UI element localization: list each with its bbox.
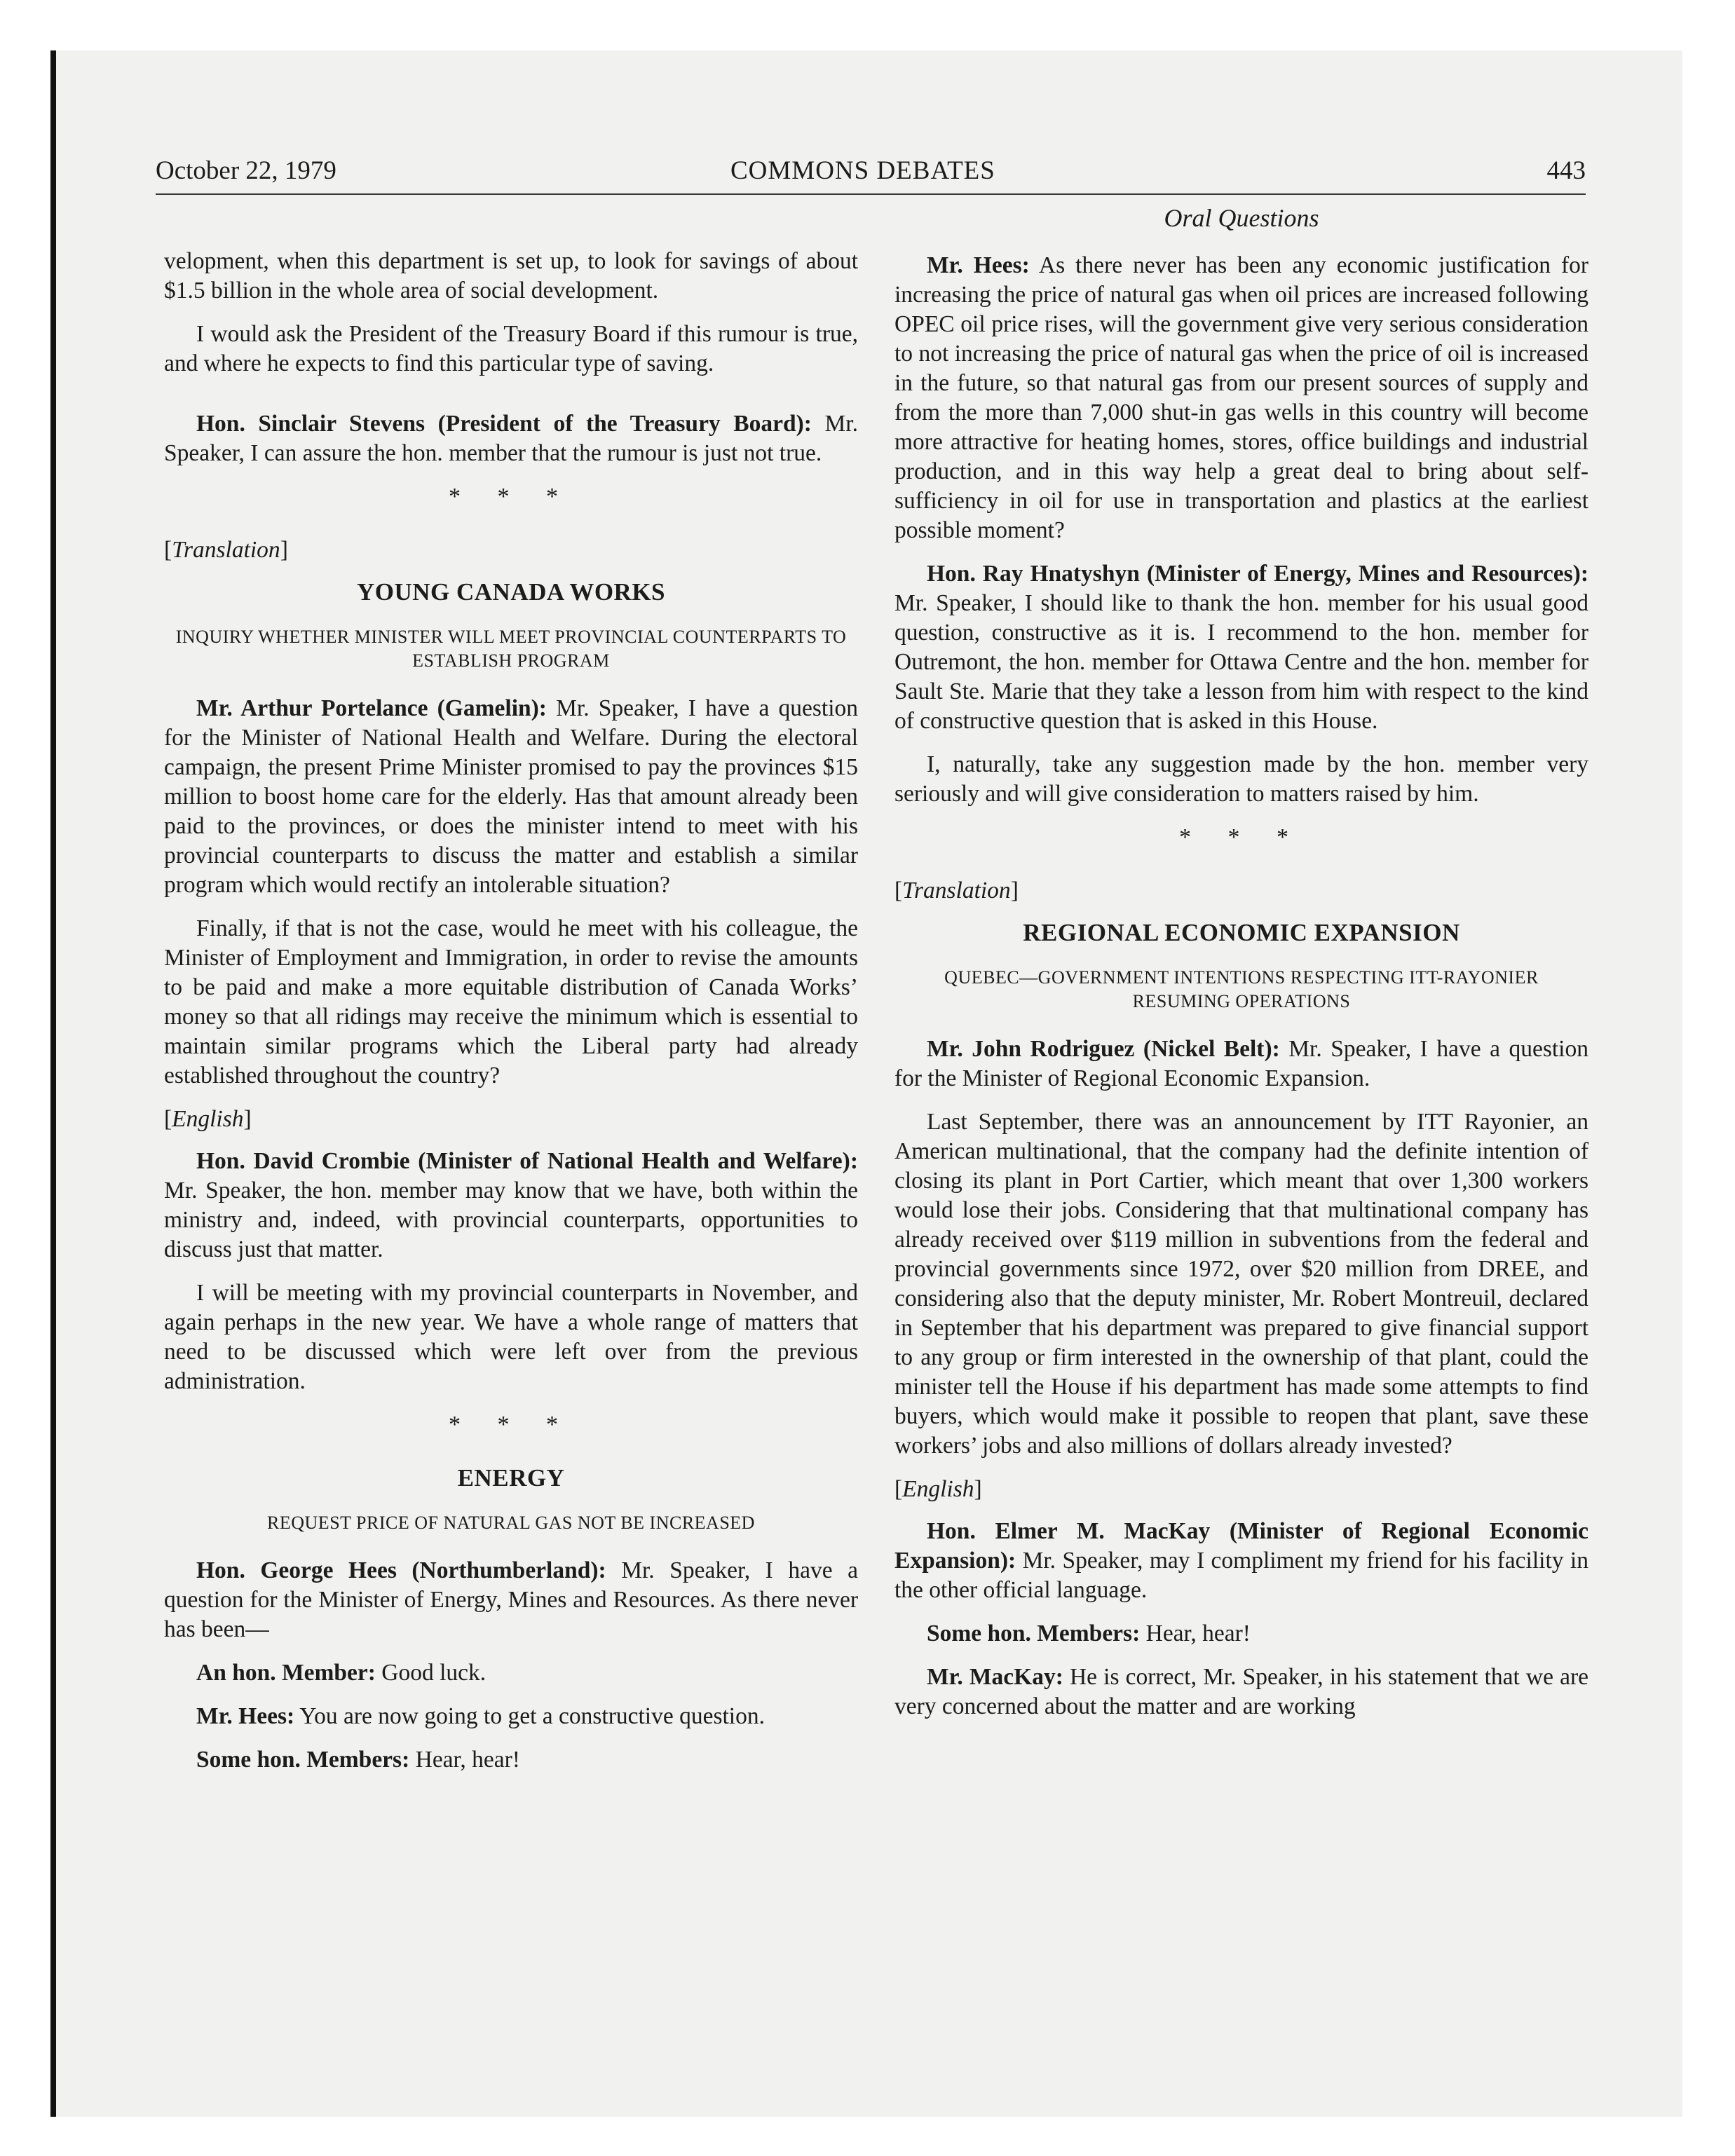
left-column bbox=[164, 247, 858, 1789]
section-break: * * * bbox=[1179, 824, 1304, 850]
speaker-name: Mr. Hees: bbox=[927, 252, 1030, 278]
section-break: * * * bbox=[449, 1412, 573, 1438]
speech-text: Good luck. bbox=[375, 1660, 487, 1686]
speech-text: Mr. Speaker, I have a question for the Minister of Regional Economic Expansion. bbox=[894, 1036, 1588, 1091]
speech-text: As there never has been any economic justification for increasing the price of natural gas when oil prices are increased following OPEC oil price rises, will the government give very serious consideration to not increasing the price of natural gas when the price of oil is increased in the future, so that natural gas from our present sources of supply and from the more than 7,000 shut-in gas wells in this country will become more attractive for heating homes, stores, office buildings and industrial production, and in this way help a great deal to bring about self-sufficiency in oil for use in transportation and plastics at the earliest possible moment? bbox=[894, 252, 1589, 543]
speech bbox=[894, 1035, 1588, 1093]
section-heading: YOUNG CANADA WORKS bbox=[356, 578, 666, 606]
paragraph: I, naturally, take any suggestion made by the hon. member very seriously and will give consideration to matters raised by him. bbox=[894, 751, 1588, 807]
speech bbox=[164, 1702, 858, 1731]
speaker-name: Some hon. Members: bbox=[927, 1621, 1141, 1646]
speech bbox=[894, 1663, 1588, 1721]
language-marker: [Translation] bbox=[164, 537, 288, 563]
speech-text: Mr. Speaker, I have a question for the Minister of Energy, Mines and Resources. As there never has been— bbox=[164, 1557, 858, 1642]
speaker-name: Mr. John Rodriguez (Nickel Belt): bbox=[927, 1036, 1280, 1062]
speech bbox=[164, 1147, 858, 1264]
speaker-name: Some hon. Members: bbox=[196, 1747, 410, 1773]
language-marker: [Translation] bbox=[894, 878, 1019, 903]
speech-text: Hear, hear! bbox=[409, 1747, 520, 1773]
speaker-name: Mr. Hees: bbox=[196, 1703, 295, 1729]
paragraph: I would ask the President of the Treasury Board if this rumour is true, and where he expects to find this particular type of saving. bbox=[164, 321, 858, 376]
speech-text: Hear, hear! bbox=[1140, 1621, 1251, 1646]
paragraph: Last September, there was an announcement by ITT Rayonier, an American multinational, that the company had the definite intention of closing its plant in Port Cartier, which meant that over 1,300 workers would lose their jobs. Considering that that multinational company has already received over $119 million in subventions from the federal and provincial governments since 1972, over $20 million from DREE, and considering also that the deputy minister, Mr. Robert Montreuil, declared in September that his department was prepared to give financial support to any group or firm interested in the ownership of that plant, could the minister tell the House if his department has made some attempts to find buyers, which would make it possible to reopen that plant, save these workers’ jobs and also millions of dollars already invested? bbox=[894, 1109, 1588, 1459]
section-subheading: REQUEST PRICE OF NATURAL GAS NOT BE INCREASED bbox=[267, 1513, 755, 1533]
paragraph: I will be meeting with my provincial counterparts in November, and again perhaps in the new year. We have a whole range of matters that need to be discussed which were left over from the previous administration. bbox=[164, 1280, 858, 1394]
speech bbox=[164, 1556, 858, 1644]
speech bbox=[164, 409, 858, 468]
page-number: 443 bbox=[1546, 156, 1586, 185]
speaker-name: Hon. David Crombie (Minister of National Health and Welfare): bbox=[196, 1148, 858, 1174]
speaker-name: An hon. Member: bbox=[196, 1660, 376, 1686]
paragraph: Finally, if that is not the case, would he meet with his colleague, the Minister of Employment and Immigration, in order to revise the amounts to be paid and make a more equitable distribution of Canada Works’ money so that all ridings may receive the minimum which is essential to maintain similar programs which the Liberal party had already established throughout the country? bbox=[164, 915, 858, 1089]
section-subheading: QUEBEC—GOVERNMENT INTENTIONS RESPECTING ITT-RAYONIER RESUMING OPERATIONS bbox=[944, 967, 1539, 1011]
speaker-name: Mr. Arthur Portelance (Gamelin): bbox=[196, 695, 547, 721]
speech bbox=[894, 251, 1588, 545]
scan-edge bbox=[50, 50, 56, 2117]
running-head bbox=[156, 156, 1586, 198]
section-subheading: INQUIRY WHETHER MINISTER WILL MEET PROVINCIAL COUNTERPARTS TO ESTABLISH PROGRAM bbox=[175, 627, 847, 671]
speaker-name: Hon. Elmer M. MacKay (Minister of Regional Economic Expansion): bbox=[894, 1518, 1588, 1574]
speech-text: Mr. Speaker, I can assure the hon. member that the rumour is just not true. bbox=[164, 411, 858, 466]
speech-text: He is correct, Mr. Speaker, in his statement that we are very concerned about the matter and are working bbox=[894, 1664, 1588, 1719]
speech-text: Mr. Speaker, I have a question for the Minister of National Health and Welfare. During the electoral campaign, the present Prime Minister promised to pay the provinces $15 million to boost home care for the elderly. Has that amount already been paid to the provinces, or does the minister intend to meet with his provincial counterparts to discuss the matter and establish a similar program which would rectify an intolerable situation? bbox=[164, 695, 858, 898]
speech-text: You are now going to get a constructive question. bbox=[294, 1703, 765, 1729]
speaker-name: Hon. Sinclair Stevens (President of the Treasury Board): bbox=[196, 411, 812, 437]
speech-text: Mr. Speaker, may I compliment my friend for his facility in the other official language. bbox=[894, 1548, 1588, 1603]
section-heading: ENERGY bbox=[457, 1464, 565, 1492]
speech bbox=[894, 559, 1588, 736]
speech bbox=[894, 1517, 1588, 1605]
header-date: October 22, 1979 bbox=[156, 156, 336, 185]
section-caption: Oral Questions bbox=[1164, 204, 1319, 232]
paragraph: velopment, when this department is set up, to look for savings of about $1.5 billion in the whole area of social development. bbox=[164, 248, 858, 303]
speaker-name: Hon. George Hees (Northumberland): bbox=[196, 1557, 606, 1583]
speech-text: Mr. Speaker, the hon. member may know that we have, both within the ministry and, indeed, with provincial counterparts, opportunities to discuss just that matter. bbox=[164, 1178, 858, 1262]
speech bbox=[164, 1745, 858, 1775]
speaker-name: Mr. MacKay: bbox=[927, 1664, 1063, 1690]
header-title: COMMONS DEBATES bbox=[730, 156, 995, 185]
language-marker: [English] bbox=[894, 1476, 982, 1502]
speech bbox=[164, 694, 858, 900]
speech bbox=[894, 1619, 1588, 1649]
speaker-name: Hon. Ray Hnatyshyn (Minister of Energy, Mines and Resources): bbox=[927, 561, 1588, 587]
section-heading: REGIONAL ECONOMIC EXPANSION bbox=[1023, 919, 1460, 946]
header-rule bbox=[156, 193, 1586, 195]
section-break: * * * bbox=[449, 484, 573, 510]
language-marker: [English] bbox=[164, 1106, 252, 1132]
right-column bbox=[894, 203, 1588, 1735]
speech-text: Mr. Speaker, I should like to thank the hon. member for his usual good question, constructive as it is. I recommend to the hon. member for Outremont, the hon. member for Ottawa Centre and the hon. member for Sault Ste. Marie that they take a lesson from him with respect to the kind of constructive question that is asked in this House. bbox=[894, 590, 1588, 734]
speech bbox=[164, 1658, 858, 1688]
